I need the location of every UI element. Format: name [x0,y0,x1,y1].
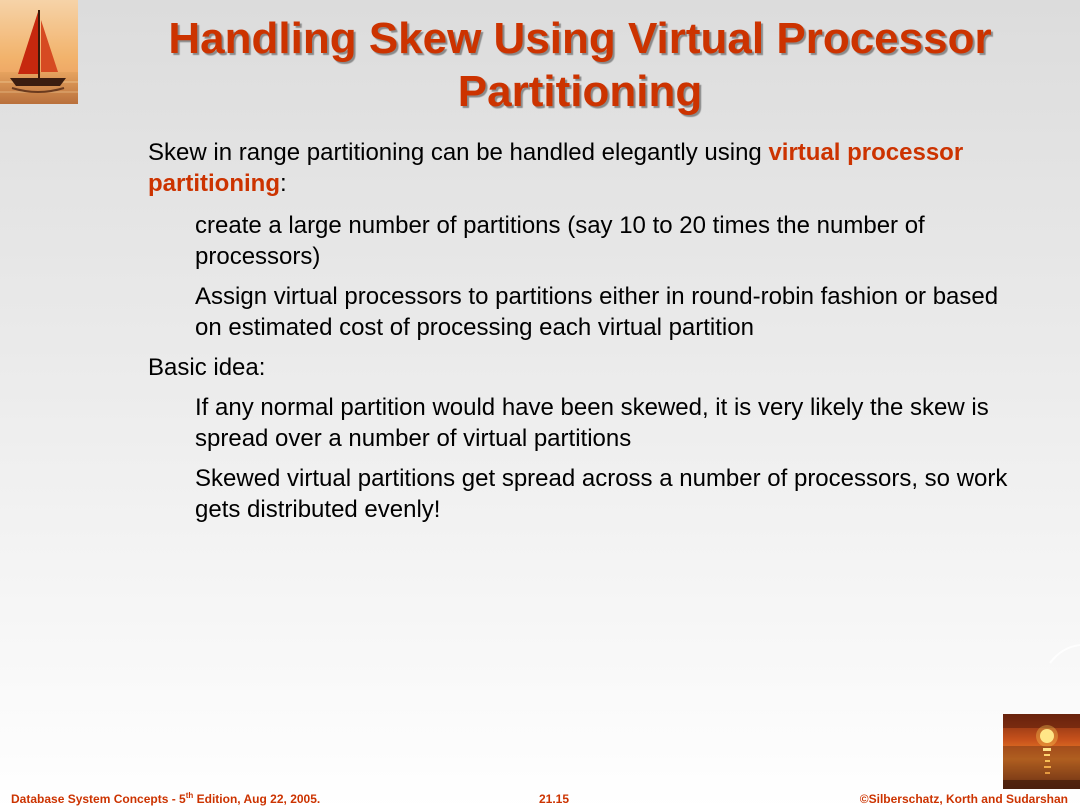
sub-bullet-skew-spread: If any normal partition would have been skewed, it is very likely the skew is spread over a number of virtual partitions [195,394,989,452]
bullet-text: Skew in range partitioning can be handled elegantly using [148,139,769,166]
emphasis-term: virtual processor partitioning [148,139,964,197]
footer-ordinal-suffix: th [185,791,194,800]
sub-bullet-assign-virtual-processors: Assign virtual processors to partitions either in round-robin fashion or based on estimated cost of processing each virtual partition [195,283,999,341]
footer-copyright: ©Silberschatz, Korth and Sudarshan [859,792,1068,806]
footer-book-title: Database System Concepts - 5 [11,792,186,806]
footer-edition-date: Edition, Aug 22, 2005. [193,792,321,806]
bullet-skew-range-partitioning [148,137,1018,199]
slide-number: 21.15 [539,792,570,806]
bullet-text-suffix: : [279,170,287,197]
sailboat-logo-icon [0,0,78,104]
sunset-icon [1003,714,1080,789]
bullet-basic-idea: Basic idea: [148,354,266,381]
sub-bullet-create-partitions: create a large number of partitions (say 10 to 20 times the number of processors) [195,212,925,270]
sub-bullet-work-distributed: Skewed virtual partitions get spread across a number of processors, so work gets distributed evenly! [195,465,1008,523]
decorative-arc [1048,643,1080,665]
slide-body [148,137,1018,534]
slide-title: Handling Skew Using Virtual Processor Partitioning [168,14,992,116]
footer-book-info [11,791,320,807]
